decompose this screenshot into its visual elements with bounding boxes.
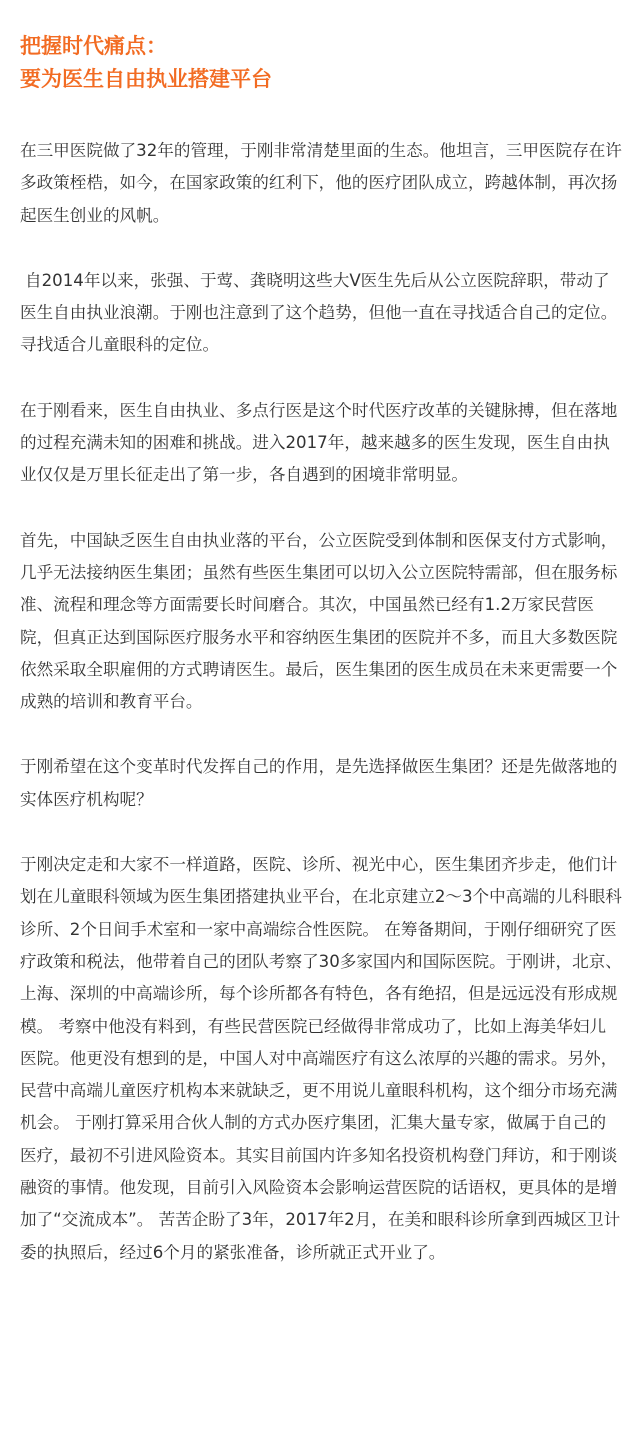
paragraph-4: 首先，中国缺乏医生自由执业落的平台，公立医院受到体制和医保支付方式影响，几乎无法接纳医生集团；虽然有些医生集团可以切入公立医院特需部，但在服务标准、流程和理念等方面需要长时间磨合。其次，中国虽然已经有1.2万家民营医院，但真正达到国际医疗服务水平和容纳医生集团的医院并不多，而且大多数医院依然采取全职雇佣的方式聘请医生。最后，医生集团的医生成员在未来更需要一个成熟的培训和教育平台。: [20, 530, 618, 712]
paragraph-3: 在于刚看来，医生自由执业、多点行医是这个时代医疗改革的关键脉搏，但在落地的过程充满未知的困难和挑战。进入2017年，越来越多的医生发现，医生自由执业仅仅是万里长征走出了第一步，各自遇到的困境非常明显。: [20, 400, 618, 485]
headline-line-2: 要为医生自由执业搭建平台: [20, 67, 272, 91]
headline-line-1: 把握时代痛点：: [20, 34, 167, 58]
paragraph-5: 于刚希望在这个变革时代发挥自己的作用，是先选择做医生集团？还是先做落地的实体医疗机构呢？: [20, 757, 618, 809]
paragraph-1: 在三甲医院做了32年的管理，于刚非常清楚里面的生态。他坦言，三甲医院存在许多政策桎梏，如今，在国家政策的红利下，他的医疗团队成立，跨越体制，再次扬起医生创业的风帆。: [20, 141, 622, 225]
paragraph-6: 于刚决定走和大家不一样道路，医院、诊所、视光中心，医生集团齐步走，他们计划在儿童眼科领域为医生集团搭建执业平台，在北京建立2～3个中高端的儿科眼科诊所、2个日间手术室和一家中高端综合性医院。 在筹备期间，于刚仔细研究了医疗政策和税法，他带着自己的团队考察了30多家国内和国际医院。于刚讲，北京、上海、深圳的中高端诊所，每个诊所都各有特色，各有绝招，但是远远没有形成规模。 考察中他没有料到，有些民营医院已经做得非常成功了，比如上海美华妇儿医院。他更没有想到的是，中国人对中高端医疗有这么浓厚的兴趣的需求。另外，民营中高端儿童医疗机构本来就缺乏，更不用说儿童眼科机构，这个细分市场充满机会。 于刚打算采用合伙人制的方式办医疗集团，汇集大量专家，做属于自己的医疗，最初不引进风险资本。其实目前国内许多知名投资机构登门拜访，和于刚谈融资的事情。他发现，目前引入风险资本会影响运营医院的话语权，更具体的是增加了“交流成本”。 苦苦企盼了3年，2017年2月，在美和眼科诊所拿到西城区卫计委的执照后，经过6个月的紧张准备，诊所就正式开业了。: [20, 855, 622, 1262]
article: [20, 30, 622, 1302]
paragraph-2: 自2014年以来，张强、于莺、龚晓明这些大V医生先后从公立医院辞职，带动了医生自由执业浪潮。于刚也注意到了这个趋势，但他一直在寻找适合自己的定位。寻找适合儿童眼科的定位。: [20, 270, 618, 355]
headline: [20, 30, 622, 96]
